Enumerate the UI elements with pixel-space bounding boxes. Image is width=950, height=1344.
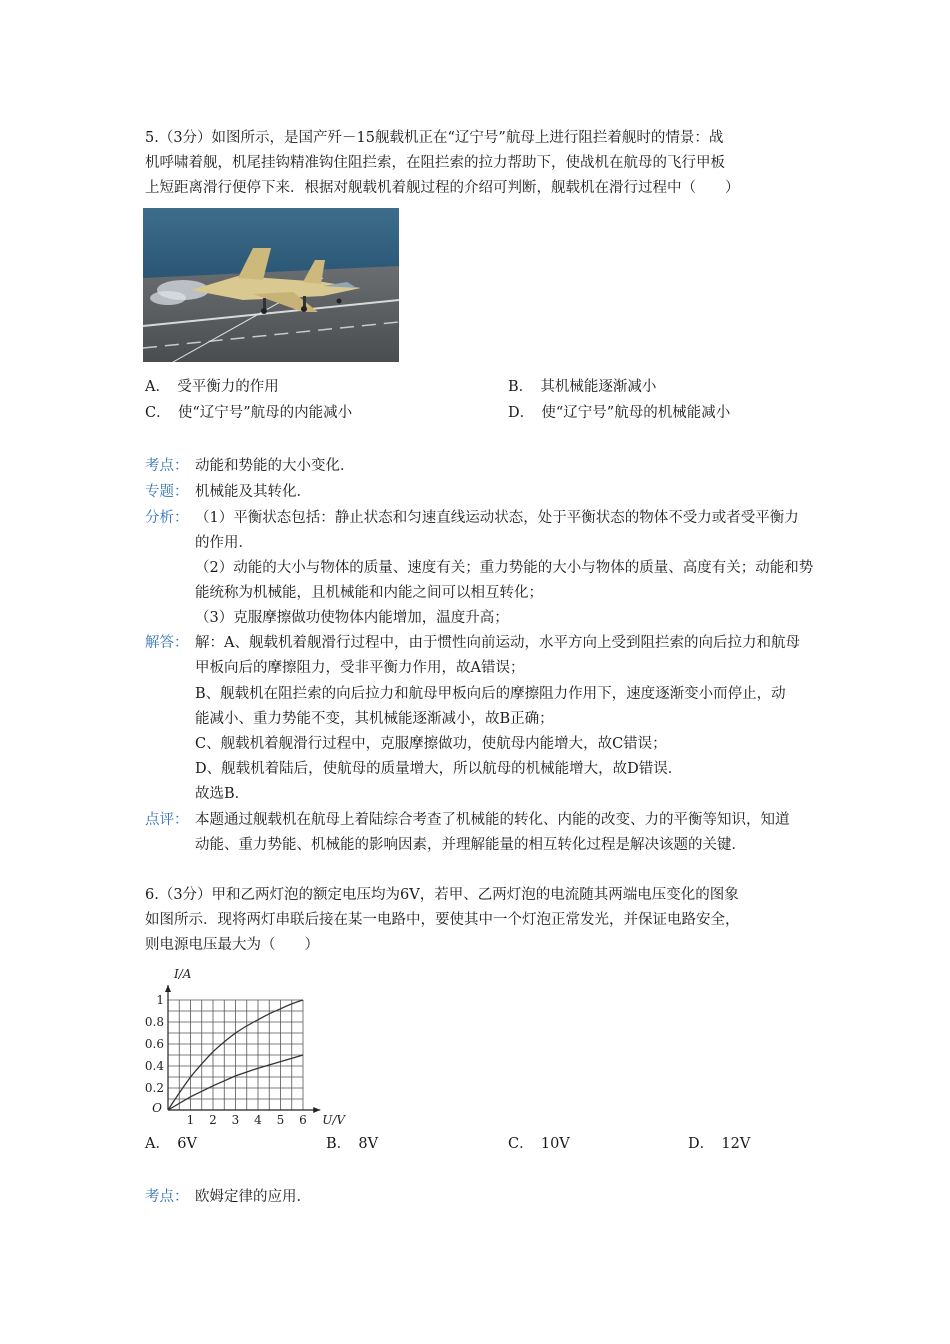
q6-option-b: B． 8V [326,1136,379,1152]
y-tick-label: 0.8 [144,1015,164,1029]
x-tick-label: 5 [276,1113,285,1126]
q5-dianping-line-2: 动能、重力势能、机械能的影响因素，并理解能量的相互转化过程是解决该题的关键． [195,837,746,853]
q5-jieda-line-6: D、舰载机着陆后，使航母的质量增大，所以航母的机械能增大，故D错误． [195,761,683,777]
q5-stem-line-2: 机呼啸着舰，机尾挂钩精准钩住阻拦索，在阻拦索的拉力帮助下，使战机在航母的飞行甲板 [145,155,725,171]
y-tick-label: 0.4 [144,1059,164,1073]
q5-option-c: C． 使“辽宁号”航母的内能减小 [145,405,353,421]
y-tick-label: 1 [156,993,164,1007]
q6-kaodian-label: 考点： [145,1189,189,1205]
y-axis-label: I/A [174,967,192,981]
q6-stem-line-2: 如图所示．现将两灯串联后接在某一电路中，要使其中一个灯泡正常发光，并保证电路安全， [145,912,740,928]
q6-stem-line-1: 6.（3分）甲和乙两灯泡的额定电压均为6V，若甲、乙两灯泡的电流随其两端电压变化的图象 [145,887,739,903]
q5-fenxi-line-5: （3）克服摩擦做功使物体内能增加，温度升高； [195,610,509,626]
q6-kaodian-text: 欧姆定律的应用． [195,1189,311,1205]
y-tick-label: 0.2 [144,1081,164,1095]
x-axis-arrow [313,1107,320,1113]
q5-option-d: D． 使“辽宁号”航母的机械能减小 [508,405,731,421]
q6-option-a: A． 6V [145,1136,197,1152]
q5-dianping-label: 点评： [145,812,189,828]
q5-fenxi-label: 分析： [145,510,189,526]
q5-fenxi-line-2: 的作用． [195,535,253,551]
iu-chart [140,966,350,1126]
x-tick-label: 1 [186,1113,195,1126]
x-tick-label: 6 [299,1113,307,1126]
q5-jieda-line-1: 解：A、舰载机着舰滑行过程中，由于惯性向前运动，水平方向上受到阻拦索的向后拉力和航母 [195,635,800,651]
q5-jieda-line-3: B、舰载机在阻拦索的向后拉力和航母甲板向后的摩擦阻力作用下，速度逐渐变小而停止，动 [195,686,786,702]
q5-fenxi-line-3: （2）动能的大小与物体的质量、速度有关；重力势能的大小与物体的质量、高度有关；动能和势 [195,560,814,576]
q5-zhuanti-text: 机械能及其转化． [195,484,311,500]
q5-fenxi-line-4: 能统称为机械能，且机械能和内能之间可以相互转化； [195,585,543,601]
q5-dianping-line-1: 本题通过舰载机在航母上着陆综合考查了机械能的转化、内能的改变、力的平衡等知识，知道 [195,812,790,828]
q5-fenxi-line-1: （1）平衡状态包括：静止状态和匀速直线运动状态，处于平衡状态的物体不受力或者受平衡力 [195,510,799,526]
q5-jieda-line-5: C、舰载机着舰滑行过程中，克服摩擦做功，使航母内能增大，故C错误； [195,736,667,752]
q5-jieda-line-4: 能减小、重力势能不变，其机械能逐渐减小，故B正确； [195,711,554,727]
q5-zhuanti-label: 专题： [145,484,189,500]
q6-stem-line-3: 则电源电压最大为（ ） [145,937,319,953]
y-axis-arrow [165,985,171,992]
q5-option-b: B． 其机械能逐渐减小 [508,379,657,395]
q5-stem-line-3: 上短距离滑行便停下来．根据对舰载机着舰过程的介绍可判断，舰载机在滑行过程中（ ） [145,180,740,196]
x-tick-label: 2 [209,1113,217,1126]
q6-option-d: D． 12V [688,1136,751,1152]
origin-label: O [152,1101,162,1115]
q5-kaodian-label: 考点： [145,458,189,474]
y-tick-label: 0.6 [144,1037,164,1051]
q5-jieda-line-7: 故选B． [195,786,250,802]
q6-option-c: C． 10V [508,1136,570,1152]
q5-kaodian-text: 动能和势能的大小变化． [195,458,355,474]
x-tick-label: 4 [254,1113,262,1126]
q5-stem-line-1: 5.（3分）如图所示，是国产歼－15舰载机正在“辽宁号”航母上进行阻拦着舰时的情景：战 [145,130,724,146]
x-axis-label: U/V [322,1113,346,1126]
iu-chart-svg [140,966,350,1126]
x-tick-label: 3 [231,1113,240,1126]
q5-jieda-label: 解答： [145,635,189,651]
q5-jieda-line-2: 甲板向后的摩擦阻力，受非平衡力作用，故A错误； [195,660,525,676]
q5-option-a: A． 受平衡力的作用 [145,379,279,395]
carrier-jet-photo [143,208,399,362]
